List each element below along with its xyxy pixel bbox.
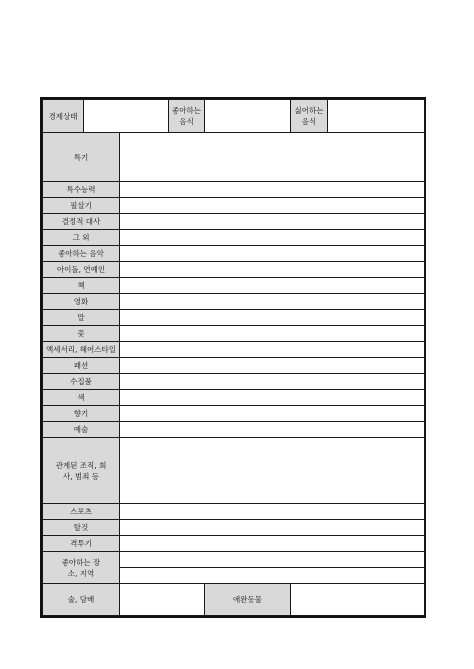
- book-label: 책: [43, 278, 120, 294]
- liked-food-label: 좋아하는 음식: [169, 100, 205, 133]
- scent-field[interactable]: [120, 406, 425, 422]
- accessory-label: 액세서리, 헤어스타일: [43, 342, 120, 358]
- fashion-field[interactable]: [120, 358, 425, 374]
- alcohol-tobacco-label: 술, 담배: [43, 584, 120, 616]
- sports-label: 스포츠: [43, 504, 120, 520]
- disliked-food-label: 싫어하는 음식: [291, 100, 328, 133]
- book-field[interactable]: [120, 278, 425, 294]
- favorite-music-field[interactable]: [120, 246, 425, 262]
- vehicle-label: 탈것: [43, 520, 120, 536]
- favorite-place-field-1[interactable]: [120, 552, 425, 568]
- martial-art-label: 격투기: [43, 536, 120, 552]
- flower-field[interactable]: [120, 326, 425, 342]
- vehicle-field[interactable]: [120, 520, 425, 536]
- special-ability-field[interactable]: [120, 182, 425, 198]
- favorite-place-label: 좋아하는 장소, 지역: [43, 552, 120, 584]
- organization-label: 관계된 조직, 회사, 범죄 등: [43, 438, 120, 504]
- martial-art-field[interactable]: [120, 536, 425, 552]
- accessory-field[interactable]: [120, 342, 425, 358]
- horse-label: 말: [43, 310, 120, 326]
- idol-label: 아이돌, 연예인: [43, 262, 120, 278]
- horse-field[interactable]: [120, 310, 425, 326]
- color-field[interactable]: [120, 390, 425, 406]
- favorite-music-label: 좋아하는 음악: [43, 246, 120, 262]
- pet-label: 애완동물: [205, 584, 291, 616]
- fashion-label: 패션: [43, 358, 120, 374]
- flower-label: 꽃: [43, 326, 120, 342]
- other-field[interactable]: [120, 230, 425, 246]
- favorite-place-field-2[interactable]: [120, 568, 425, 584]
- catchphrase-label: 결정적 대사: [43, 214, 120, 230]
- special-ability-label: 특수능력: [43, 182, 120, 198]
- idol-field[interactable]: [120, 262, 425, 278]
- character-sheet-table: [40, 97, 426, 618]
- pet-field[interactable]: [291, 584, 425, 616]
- scent-label: 향기: [43, 406, 120, 422]
- talent-label: 특기: [43, 133, 120, 182]
- art-label: 예술: [43, 422, 120, 438]
- organization-field[interactable]: [120, 438, 425, 504]
- sports-field[interactable]: [120, 504, 425, 520]
- movie-label: 영화: [43, 294, 120, 310]
- disliked-food-field[interactable]: [328, 100, 425, 133]
- economic-status-label: 경제상태: [43, 100, 84, 133]
- color-label: 색: [43, 390, 120, 406]
- movie-field[interactable]: [120, 294, 425, 310]
- collection-label: 수집품: [43, 374, 120, 390]
- other-label: 그 외: [43, 230, 120, 246]
- catchphrase-field[interactable]: [120, 214, 425, 230]
- finisher-label: 필살기: [43, 198, 120, 214]
- art-field[interactable]: [120, 422, 425, 438]
- finisher-field[interactable]: [120, 198, 425, 214]
- liked-food-field[interactable]: [205, 100, 291, 133]
- alcohol-tobacco-field[interactable]: [120, 584, 205, 616]
- talent-field[interactable]: [120, 133, 425, 182]
- economic-status-field[interactable]: [84, 100, 169, 133]
- collection-field[interactable]: [120, 374, 425, 390]
